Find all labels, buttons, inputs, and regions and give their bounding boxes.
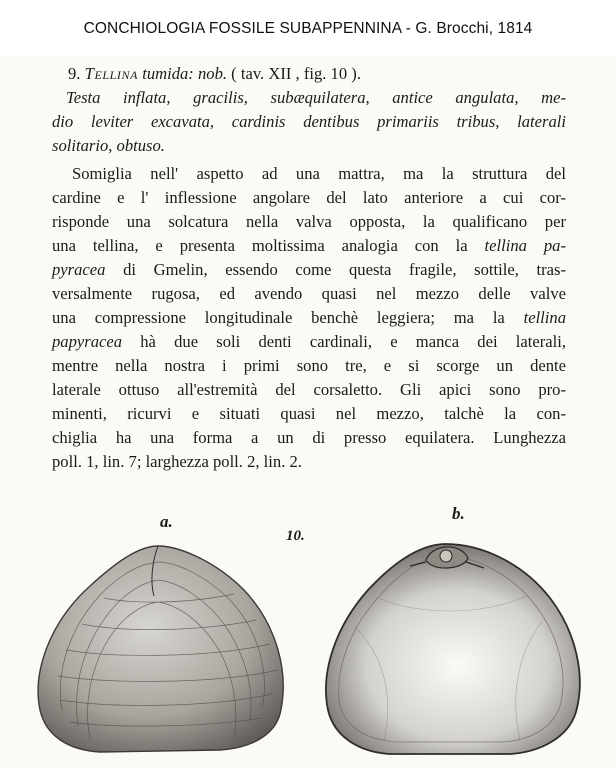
- description-italic: papyracea: [52, 332, 123, 351]
- description-line: Somiglia nell' aspetto ad una mattra, ma la struttura del: [72, 164, 566, 183]
- description-line: [52, 308, 566, 328]
- figure-number-label: 10.: [286, 528, 305, 544]
- description-italic: tellina: [523, 308, 566, 327]
- description-text: hà due soli denti cardinali, e manca dei laterali,: [140, 332, 566, 351]
- entry-species: tumida: nob.: [142, 64, 228, 83]
- entry-heading: [68, 64, 588, 84]
- shell-exterior-illustration: [30, 532, 300, 762]
- description-line: chiglia ha una forma a un di presso equilatera. Lunghezza: [52, 428, 566, 447]
- entry-number: 9.: [68, 64, 81, 83]
- entry-reference: ( tav. XII , fig. 10 ).: [231, 64, 361, 83]
- description-line: mentre nella nostra i primi sono tre, e si scorge un dente: [52, 356, 566, 375]
- diagnosis-line: dio leviter excavata, cardinis dentibus primariis tribus, laterali: [52, 112, 566, 131]
- description-text: di Gmelin, essendo come questa fragile, sottile, tras-: [123, 260, 566, 279]
- diagnosis-line: solitario, obtuso.: [52, 136, 165, 155]
- figure-label-b: b.: [452, 504, 465, 523]
- description-line: minenti, ricurvi e situati quasi nel mezzo, talchè la con-: [52, 404, 566, 423]
- caption-title: CONCHIOLOGIA FOSSILE SUBAPPENNINA - G. Brocchi, 1814: [83, 20, 533, 37]
- description-line: poll. 1, lin. 7; larghezza poll. 2, lin. 2.: [52, 452, 302, 471]
- description-text: una tellina, e presenta moltissima analogia con la: [52, 236, 468, 255]
- description-line: laterale ottuso all'estremità del corsaletto. Gli apici sono pro-: [52, 380, 566, 399]
- description-line: risponde una solcatura nella valva opposta, la qualificano per: [52, 212, 566, 231]
- description-text: una compressione longitudinale benchè leggiera; ma la: [52, 308, 505, 327]
- description-line: versalmente rugosa, ed avendo quasi nel mezzo delle valve: [52, 284, 566, 303]
- description-line: cardine e l' inflessione angolare del lato anteriore a cui cor-: [52, 188, 566, 207]
- description-italic: tellina pa-: [484, 236, 566, 255]
- entry-genus: Tellina: [84, 64, 139, 83]
- description-line: [52, 332, 566, 352]
- description-line: [52, 260, 566, 280]
- caption-banner: [0, 0, 616, 62]
- description-italic: pyracea: [52, 260, 106, 279]
- shell-interior-illustration: [314, 526, 594, 762]
- diagnosis-line: Testa inflata, gracilis, subæquilatera, antice angulata, me-: [66, 88, 566, 107]
- figure-label-a: a.: [160, 512, 173, 531]
- description-line: [52, 236, 566, 256]
- book-page: [0, 56, 616, 768]
